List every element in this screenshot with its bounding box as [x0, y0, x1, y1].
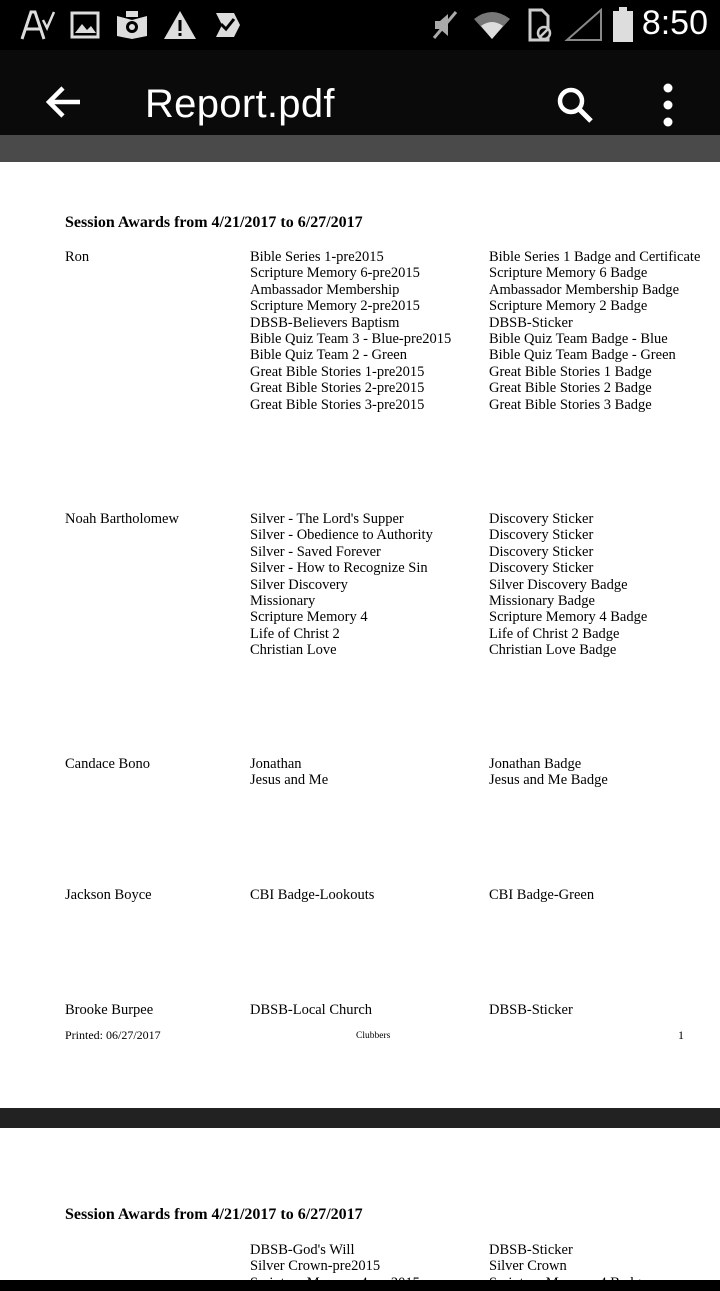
item-line: Silver - The Lord's Supper	[250, 511, 404, 527]
award-line: Great Bible Stories 1 Badge	[489, 363, 652, 380]
footer-printed-date: Printed: 06/27/2017	[65, 1028, 161, 1042]
item-line: CBI Badge-Lookouts	[250, 887, 375, 903]
award-line: Missionary Badge	[489, 592, 595, 609]
footer-club-name: Clubbers	[356, 1031, 391, 1041]
items-column	[250, 887, 374, 903]
award-line: Silver Discovery Badge	[489, 576, 628, 593]
awards-column	[489, 1242, 647, 1291]
item-line: Scripture Memory 2-pre2015	[250, 298, 420, 315]
image-icon	[68, 7, 102, 43]
item-line: Jonathan	[250, 756, 302, 772]
item-line: DBSB-Local Church	[250, 1002, 373, 1018]
awards-column	[489, 1002, 573, 1018]
awards-column	[489, 249, 700, 413]
award-line: Discovery Sticker	[489, 511, 594, 527]
award-line: DBSB-Sticker	[489, 1002, 573, 1018]
item-line: Great Bible Stories 3-pre2015	[250, 396, 425, 413]
items-column	[250, 1242, 420, 1291]
person-name: Ron	[65, 249, 90, 265]
item-line: Bible Quiz Team 2 - Green	[250, 347, 407, 364]
item-line: Silver - Obedience to Authority	[250, 527, 433, 544]
report-title: Session Awards from 4/21/2017 to 6/27/2017	[65, 1206, 363, 1223]
items-column	[250, 1002, 372, 1018]
status-time: 8:50	[641, 4, 708, 42]
item-line: Life of Christ 2	[250, 625, 340, 642]
item-line: Silver Discovery	[250, 576, 348, 593]
awards-column	[489, 756, 608, 789]
items-column	[250, 756, 328, 789]
item-line: Silver - How to Recognize Sin	[250, 560, 428, 577]
item-line: Silver - Saved Forever	[250, 543, 381, 560]
award-line: Discovery Sticker	[489, 527, 594, 544]
mute-icon	[428, 7, 462, 43]
item-line: Bible Quiz Team 3 - Blue-pre2015	[250, 330, 452, 347]
award-line: Great Bible Stories 3 Badge	[489, 396, 652, 413]
award-line: Christian Love Badge	[489, 642, 617, 659]
item-line: Scripture Memory 4-pre2015	[250, 1274, 420, 1291]
item-line: Scripture Memory 4	[250, 609, 368, 626]
document-title: Report.pdf	[145, 82, 335, 126]
report-title: Session Awards from 4/21/2017 to 6/27/2017	[65, 214, 363, 231]
award-line: Discovery Sticker	[489, 543, 594, 560]
award-line: DBSB-Sticker	[489, 1242, 573, 1258]
footer-page-number: 1	[678, 1028, 684, 1042]
item-line: Missionary	[250, 592, 316, 609]
award-line: Silver Crown	[489, 1258, 567, 1275]
award-line: Great Bible Stories 2 Badge	[489, 380, 652, 397]
back-arrow-icon[interactable]	[30, 68, 98, 136]
warning-icon	[160, 7, 200, 43]
no-sim-icon	[522, 7, 556, 43]
person-name: Jackson Boyce	[65, 887, 152, 903]
item-line: DBSB-God's Will	[250, 1242, 355, 1258]
award-line: Scripture Memory 6 Badge	[489, 265, 648, 282]
award-line: Bible Quiz Team Badge - Green	[489, 347, 676, 364]
award-line: CBI Badge-Green	[489, 887, 595, 903]
pdf-page-1[interactable]	[0, 162, 720, 1108]
award-line: Bible Quiz Team Badge - Blue	[489, 330, 668, 347]
award-line: Discovery Sticker	[489, 560, 594, 577]
signal-icon	[564, 7, 604, 43]
item-line: Scripture Memory 6-pre2015	[250, 265, 420, 282]
viewer-top-strip	[0, 135, 720, 162]
item-line: Bible Series 1-pre2015	[250, 249, 384, 265]
award-line: Scripture Memory 2 Badge	[489, 298, 648, 315]
page-separator	[0, 1108, 720, 1128]
awards-column	[489, 887, 594, 903]
app-bar	[0, 50, 720, 135]
person-name: Brooke Burpee	[65, 1002, 154, 1018]
item-line: Jesus and Me	[250, 772, 329, 789]
items-column	[250, 249, 451, 413]
status-bar	[0, 0, 720, 50]
award-line: Bible Series 1 Badge and Certificate	[489, 249, 701, 265]
item-line: Great Bible Stories 2-pre2015	[250, 380, 425, 397]
more-vert-icon[interactable]	[640, 70, 696, 140]
item-line: Great Bible Stories 1-pre2015	[250, 363, 425, 380]
item-line: Ambassador Membership	[250, 281, 400, 298]
award-line: Ambassador Membership Badge	[489, 281, 680, 298]
item-line: Silver Crown-pre2015	[250, 1258, 381, 1275]
amazon-icon	[114, 7, 150, 43]
awards-column	[489, 511, 647, 659]
award-line: Scripture Memory 4 Badge	[489, 609, 648, 626]
item-line: DBSB-Believers Baptism	[250, 314, 400, 331]
battery-icon	[610, 7, 636, 43]
award-line: Life of Christ 2 Badge	[489, 625, 620, 642]
pdf-page-2[interactable]	[0, 1128, 720, 1291]
award-line: Jonathan Badge	[489, 756, 582, 772]
items-column	[250, 511, 433, 659]
award-line: Scripture Memory 4 Badge	[489, 1274, 648, 1291]
person-name: Candace Bono	[65, 756, 150, 772]
award-line: DBSB-Sticker	[489, 314, 573, 331]
search-icon[interactable]	[540, 70, 610, 140]
person-name: Noah Bartholomew	[65, 511, 179, 527]
item-line: Christian Love	[250, 642, 337, 659]
award-line: Jesus and Me Badge	[489, 772, 608, 789]
spell-check-icon	[18, 7, 56, 43]
task-check-icon	[210, 7, 246, 43]
wifi-icon	[470, 7, 514, 43]
